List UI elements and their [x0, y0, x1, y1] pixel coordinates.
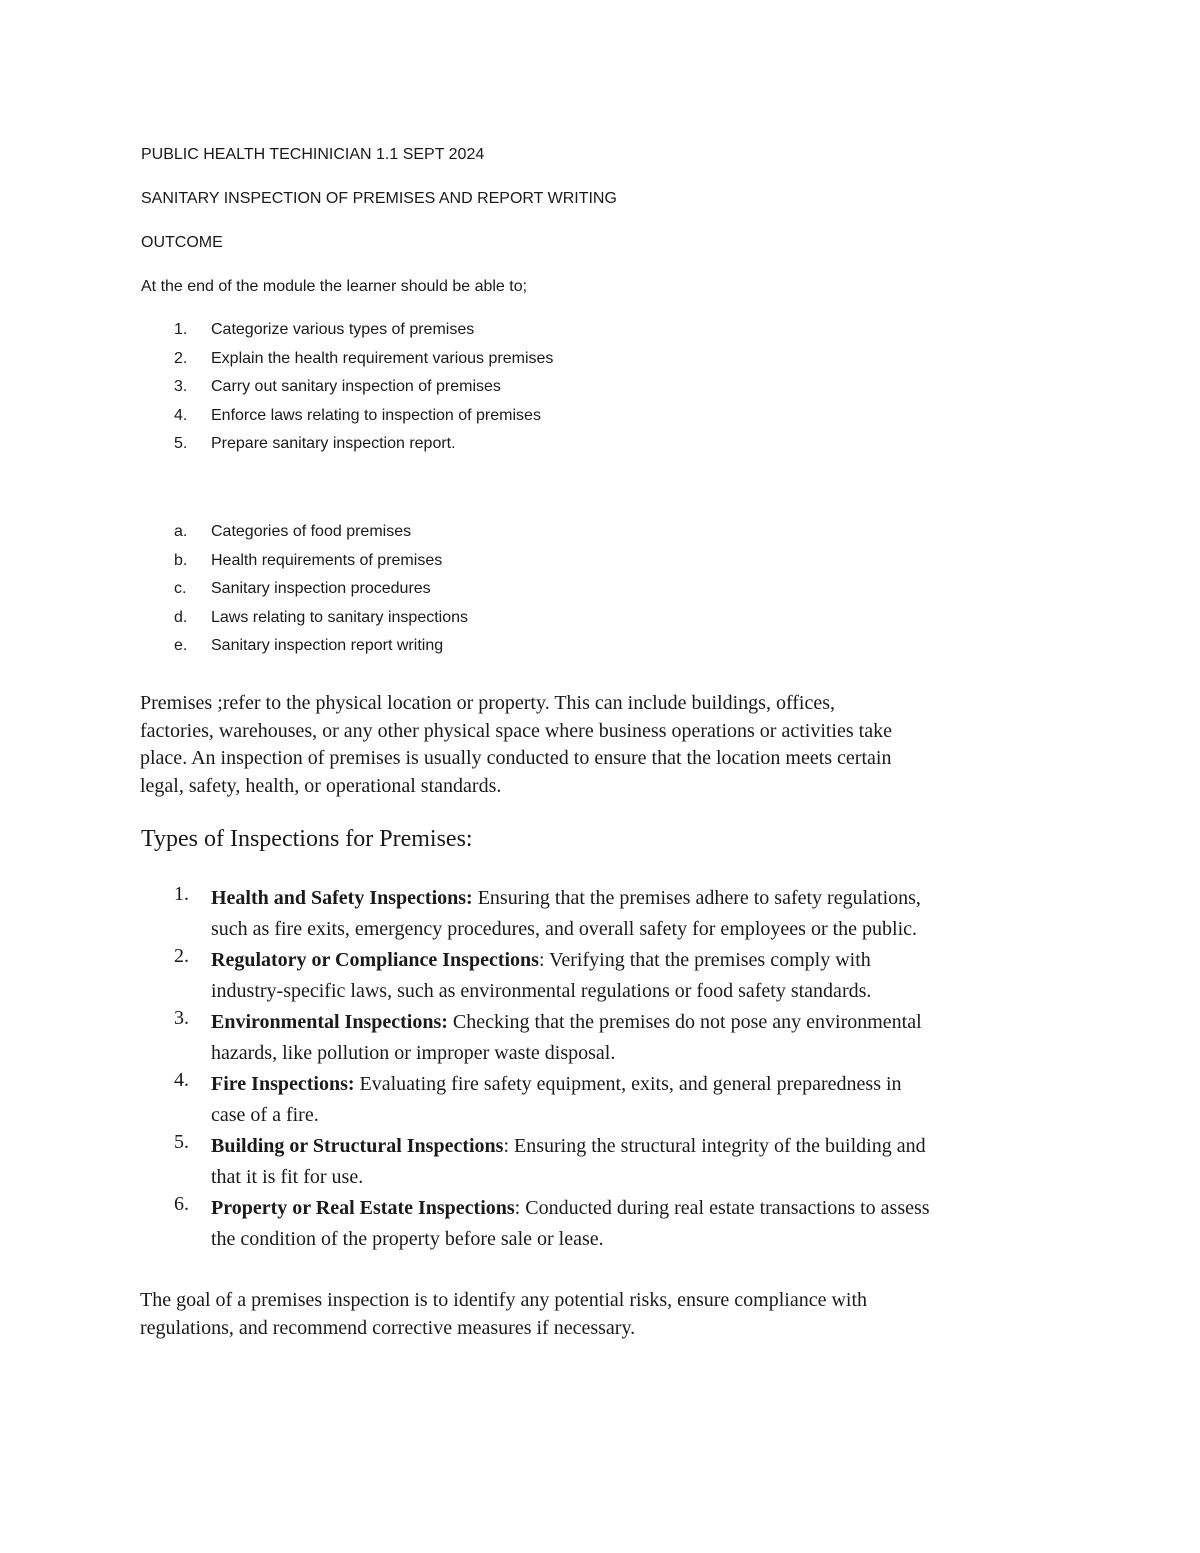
- outcome-intro: At the end of the module the learner should be able to;: [141, 278, 528, 295]
- list-marker: 4.: [174, 407, 188, 424]
- paragraph-line: place. An inspection of premises is usually conducted to ensure that the location meets certain: [140, 747, 892, 769]
- list-marker: 5.: [174, 1131, 189, 1153]
- inspection-text: hazards, like pollution or improper waste disposal.: [211, 1042, 616, 1064]
- list-marker: 5.: [174, 435, 188, 452]
- inspection-text: industry-specific laws, such as environmental regulations or food safety standards.: [211, 980, 872, 1002]
- inspection-text: that it is fit for use.: [211, 1166, 364, 1188]
- inspection-title: Building or Structural Inspections: [211, 1135, 504, 1157]
- list-marker: 1.: [174, 883, 189, 905]
- list-item-text: Sanitary inspection procedures: [211, 580, 431, 597]
- list-item-text: Explain the health requirement various premises: [211, 350, 554, 367]
- list-marker: b.: [174, 552, 188, 569]
- outcome-label: OUTCOME: [141, 234, 223, 251]
- list-marker: 4.: [174, 1069, 189, 1091]
- inspection-title: Fire Inspections:: [211, 1073, 355, 1095]
- list-marker: 2.: [174, 945, 189, 967]
- inspection-title: Property or Real Estate Inspections: [211, 1197, 515, 1219]
- inspection-text: Evaluating fire safety equipment, exits, and general preparedness in: [354, 1073, 902, 1095]
- list-marker: c.: [174, 580, 187, 597]
- list-marker: 2.: [174, 350, 188, 367]
- list-item-text: Categories of food premises: [211, 523, 412, 540]
- list-item-text: Enforce laws relating to inspection of premises: [211, 407, 541, 424]
- conclusion-paragraph: [140, 1286, 1080, 1342]
- list-marker: 3.: [174, 378, 188, 395]
- inspection-text: Checking that the premises do not pose any environmental: [447, 1011, 922, 1033]
- premises-definition: [140, 690, 1080, 800]
- module-title: SANITARY INSPECTION OF PREMISES AND REPORT WRITING: [141, 190, 617, 207]
- list-marker: a.: [174, 523, 188, 540]
- paragraph-line: factories, warehouses, or any other physical space where business operations or activities take: [140, 719, 892, 742]
- inspection-title: Health and Safety Inspections:: [211, 887, 473, 909]
- inspection-text: : Verifying that the premises comply with: [538, 949, 871, 971]
- inspections-heading: Types of Inspections for Premises:: [141, 826, 473, 852]
- list-marker: 3.: [174, 1007, 189, 1029]
- paragraph-line: regulations, and recommend corrective measures if necessary.: [140, 1317, 636, 1339]
- course-title: PUBLIC HEALTH TECHINICIAN 1.1 SEPT 2024: [141, 146, 485, 163]
- paragraph-line: The goal of a premises inspection is to identify any potential risks, ensure compliance with: [140, 1289, 868, 1311]
- inspection-text: such as fire exits, emergency procedures, and overall safety for employees or the public.: [211, 918, 918, 940]
- list-item-text: Laws relating to sanitary inspections: [211, 609, 469, 626]
- inspection-title: Environmental Inspections:: [211, 1011, 448, 1033]
- list-item-text: Carry out sanitary inspection of premises: [211, 378, 501, 395]
- list-item-text: Prepare sanitary inspection report.: [211, 435, 456, 452]
- list-marker: e.: [174, 637, 188, 654]
- paragraph-line: legal, safety, health, or operational standards.: [140, 774, 502, 797]
- inspection-text: Ensuring that the premises adhere to safety regulations,: [472, 887, 921, 909]
- list-item-text: Categorize various types of premises: [211, 321, 475, 338]
- paragraph-line: Premises ;refer to the physical location or property. This can include buildings, offices,: [140, 692, 836, 714]
- list-item-text: Health requirements of premises: [211, 552, 443, 569]
- list-marker: 6.: [174, 1193, 189, 1215]
- inspection-text: the condition of the property before sale or lease.: [211, 1228, 604, 1250]
- list-item-text: Sanitary inspection report writing: [211, 637, 444, 654]
- inspection-text: : Conducted during real estate transactions to assess: [514, 1197, 930, 1219]
- inspection-title: Regulatory or Compliance Inspections: [211, 949, 539, 971]
- list-marker: 1.: [174, 321, 188, 338]
- list-marker: d.: [174, 609, 188, 626]
- inspection-text: case of a fire.: [211, 1104, 319, 1126]
- inspection-text: : Ensuring the structural integrity of the building and: [503, 1135, 926, 1157]
